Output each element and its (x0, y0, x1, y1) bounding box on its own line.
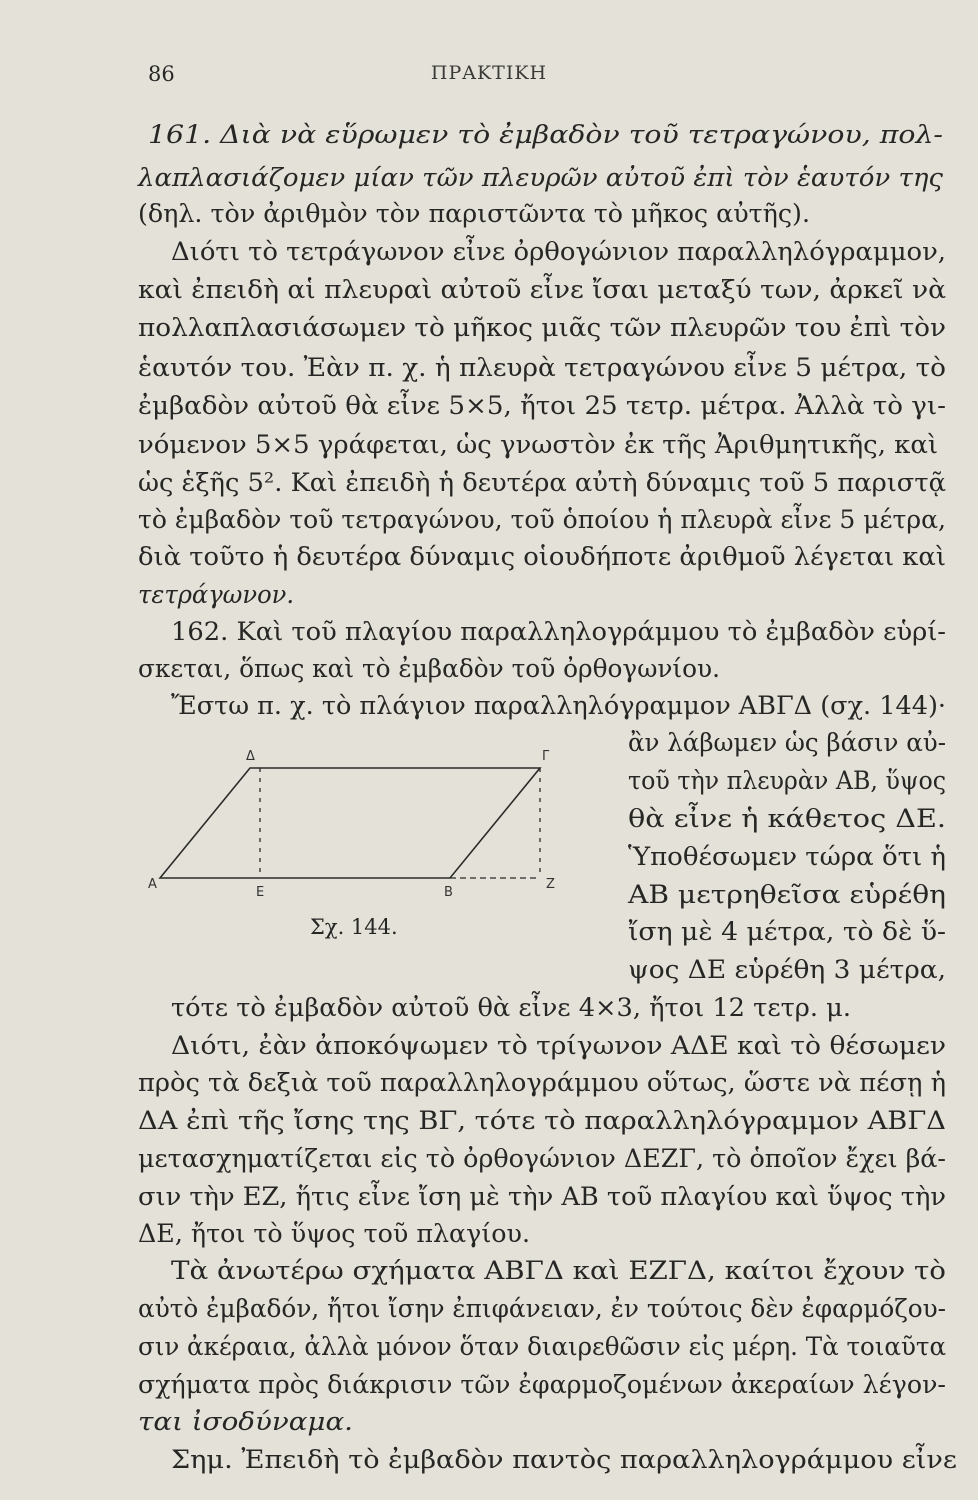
text-line: Διότι τὸ τετράγωνον εἶνε ὀρθογώνιον παραλληλόγραμμον, (171, 237, 947, 267)
text-line: πρὸς τὰ δεξιὰ τοῦ παραλληλογράμμου οὕτως, ὥστε νὰ πέσῃ ἡ (138, 1068, 947, 1098)
figure-caption: Σχ. 144. (310, 915, 398, 939)
text-line: σιν ἀκέραια, ἀλλὰ μόνον ὅταν διαιρεθῶσιν εἰς μέρη. Τὰ τοιαῦτα (138, 1332, 947, 1362)
text-line: διὰ τοῦτο ἡ δευτέρα δύναμις οἱουδήποτε ἀριθμοῦ λέγεται καὶ (138, 542, 946, 572)
text-line: ἐμβαδὸν αὐτοῦ θὰ εἶνε 5×5, ἤτοι 25 τετρ. μέτρα. Ἀλλὰ τὸ γι- (138, 391, 946, 421)
label-g: Γ (542, 749, 550, 764)
text-line: τότε τὸ ἐμβαδὸν αὐτοῦ θὰ εἶνε 4×3, ἤτοι 12 τετρ. μ. (171, 993, 851, 1023)
text-line: σχήματα πρὸς διάκρισιν τῶν ἐφαρμοζομένων ἀκεραίων λέγον- (138, 1370, 946, 1400)
text-line: τετράγωνον. (138, 580, 295, 610)
text-line: (δηλ. τὸν ἀριθμὸν τὸν παριστῶντα τὸ μῆκος αὐτῆς). (138, 199, 811, 229)
text-line: αὐτὸ ἐμβαδόν, ἤτοι ἴσην ἐπιφάνειαν, ἐν τούτοις δὲν ἐφαρμόζου- (138, 1294, 947, 1324)
label-b: Β (444, 885, 453, 900)
page-header (0, 62, 978, 92)
text-line: θὰ εἶνε ἡ κάθετος ΔΕ. (628, 804, 947, 834)
text-line: ἂν λάβωμεν ὡς βάσιν αὐ- (628, 728, 947, 758)
label-a: Α (148, 877, 157, 892)
text-line: νόμενον 5×5 γράφεται, ὡς γνωστὸν ἐκ τῆς Ἀριθμητικῆς, καὶ (138, 430, 939, 460)
parallelogram-abgd (160, 768, 540, 878)
text-line: ΔΑ ἐπὶ τῆς ἴσης της ΒΓ, τότε τὸ παραλληλόγραμμον ΑΒΓΔ (138, 1106, 946, 1136)
text-line: Τὰ ἀνωτέρω σχήματα ΑΒΓΔ καὶ ΕΖΓΔ, καίτοι ἔχουν τὸ (171, 1256, 946, 1286)
label-z: Ζ (546, 877, 555, 892)
text-line: ΔΕ, ἤτοι τὸ ὕψος τοῦ πλαγίου. (138, 1219, 531, 1249)
text-line: ΑΒ μετρηθεῖσα εὑρέθη (628, 880, 946, 910)
text-line: ἑαυτόν του. Ἐὰν π. χ. ἡ πλευρὰ τετραγώνου εἶνε 5 μέτρα, τὸ (138, 353, 946, 383)
text-line: Ἔστω π. χ. τὸ πλάγιον παραλληλόγραμμον ΑΒΓΔ (σχ. 144)· (171, 691, 947, 721)
running-title: ΠΡΑΚΤΙΚΗ (430, 62, 548, 84)
text-line: ἴση μὲ 4 μέτρα, τὸ δὲ ὕ- (628, 917, 946, 947)
text-line: σκεται, ὅπως καὶ τὸ ἐμβαδὸν τοῦ ὀρθογωνίου. (138, 654, 720, 684)
text-line: ται ἰσοδύναμα. (138, 1407, 354, 1437)
text-line: τὸ ἐμβαδὸν τοῦ τετραγώνου, τοῦ ὁποίου ἡ πλευρὰ εἶνε 5 μέτρα, (138, 505, 946, 535)
text-line: ψος ΔΕ εὑρέθη 3 μέτρα, (628, 955, 946, 985)
text-line: Διότι, ἐὰν ἀποκόψωμεν τὸ τρίγωνον ΑΔΕ καὶ τὸ θέσωμεν (171, 1031, 947, 1061)
text-line: σιν τὴν ΕΖ, ἥτις εἶνε ἴση μὲ τὴν ΑΒ τοῦ πλαγίου καὶ ὕψος τὴν (138, 1182, 947, 1212)
text-line: λαπλασιάζομεν μίαν τῶν πλευρῶν αὐτοῦ ἐπὶ τὸν ἑαυτόν της (138, 163, 944, 193)
text-line: μετασχηματίζεται εἰς τὸ ὀρθογώνιον ΔΕΖΓ, τὸ ὁποῖον ἔχει βά- (138, 1144, 947, 1174)
text-line: τοῦ τὴν πλευρὰν ΑΒ, ὕψος (628, 766, 947, 796)
text-line: πολλαπλασιάσωμεν τὸ μῆκος μιᾶς τῶν πλευρῶν του ἐπὶ τὸν (138, 313, 946, 343)
text-line: 161. Διὰ νὰ εὕρωμεν τὸ ἐμβαδὸν τοῦ τετραγώνου, πολ- (148, 120, 943, 150)
page-number: 86 (148, 62, 175, 86)
label-e: Ε (256, 885, 265, 900)
label-d: Δ (246, 749, 255, 764)
text-line: 162. Καὶ τοῦ πλαγίου παραλληλογράμμου τὸ ἐμβαδὸν εὑρί- (171, 617, 947, 647)
text-line: ὡς ἑξῆς 5². Καὶ ἐπειδὴ ἡ δευτέρα αὐτὴ δύναμις τοῦ 5 παριστᾷ (138, 468, 946, 498)
text-line: καὶ ἐπειδὴ αἱ πλευραὶ αὐτοῦ εἶνε ἴσαι μεταξύ των, ἀρκεῖ νὰ (138, 275, 947, 305)
text-line: Ὑποθέσωμεν τώρα ὅτι ἡ (628, 842, 947, 872)
text-line: Σημ. Ἐπειδὴ τὸ ἐμβαδὸν παντὸς παραλληλογράμμου εἶνε (171, 1445, 957, 1475)
